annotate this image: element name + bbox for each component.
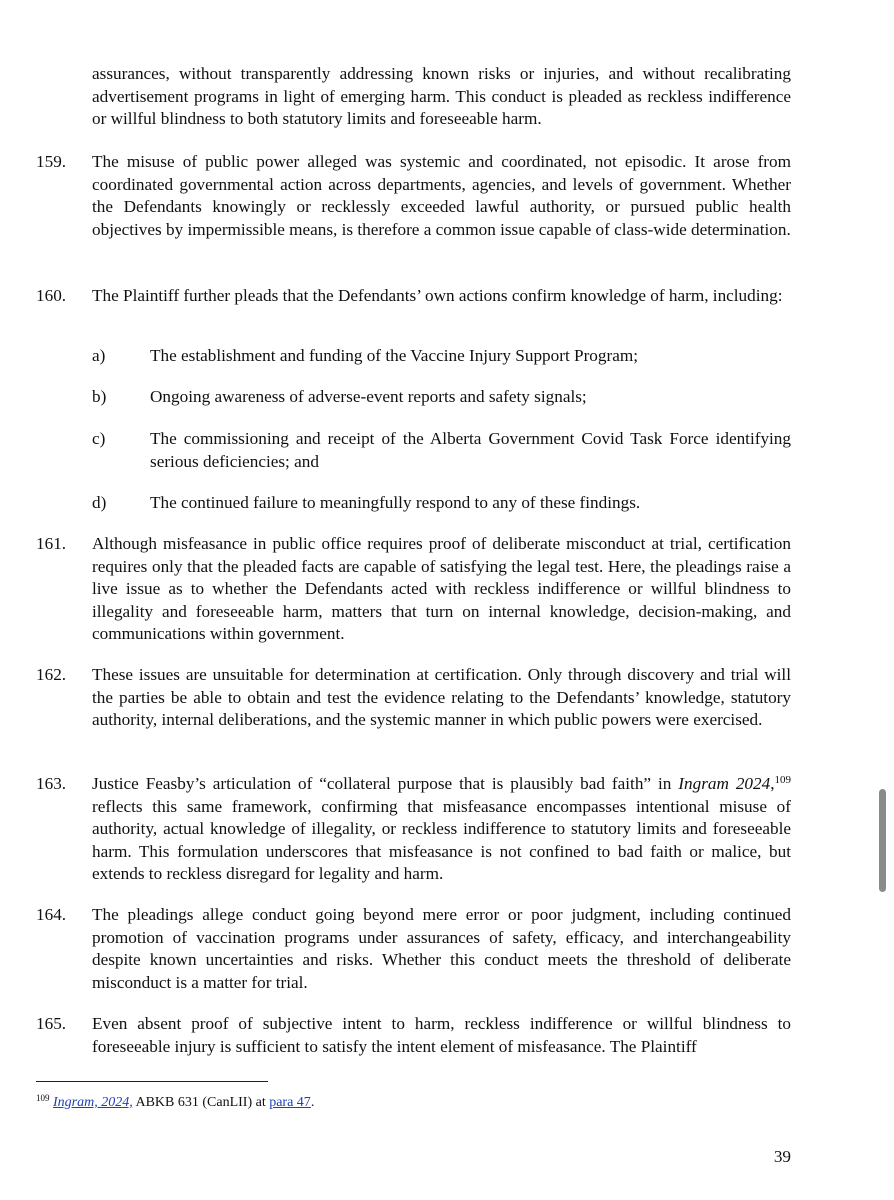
sub-item-d [92,492,791,515]
sub-item-b [92,386,791,409]
paragraph-165 [36,1013,791,1058]
sub-item-letter: a) [92,346,106,365]
footnote-reference[interactable]: 109 [774,774,792,786]
sub-item-text: The commissioning and receipt of the Alberta Government Covid Task Force identifying serious deficiencies; and [150,429,791,471]
paragraph-text: These issues are unsuitable for determination at certification. Only through discovery and trial will the parties be able to obtain and test the evidence relating to the Defendants’ knowledge, statutory authority, internal deliberations, and the systemic manner in which public powers were exercised. [92,665,791,730]
footnote-paragraph-link[interactable]: para 47 [269,1095,311,1110]
paragraph-number: 165. [36,1014,67,1033]
footnote-citation-text: ABKB 631 (CanLII) at [132,1095,270,1110]
paragraph-number: 162. [36,665,67,684]
footnote [36,1094,314,1112]
case-name-comma: , [770,774,775,793]
sub-item-text: The establishment and funding of the Vaccine Injury Support Program; [150,346,638,365]
sub-item-c [92,428,791,473]
sub-item-letter: b) [92,387,107,406]
case-name-italic: Ingram 2024 [678,774,771,793]
paragraph-number: 163. [36,774,67,793]
paragraph-text: Although misfeasance in public office requires proof of deliberate misconduct at trial, certification requires only that the pleaded facts are capable of satisfying the legal test. Here, the pleadings raise a live issue as to whether the Defendants acted with reckless indifference or willful blindness to illegality and foreseeable harm, matters that turn on internal knowledge, decision-making, and communications within government. [92,534,791,644]
paragraph-text-part1: Justice Feasby’s articulation of “collateral purpose that is plausibly bad faith” in [92,774,672,793]
footnote-number: 109 [36,1093,50,1103]
paragraph-160 [36,285,791,308]
paragraph-text: The misuse of public power alleged was systemic and coordinated, not episodic. It arose from coordinated governmental action across departments, agencies, and levels of government. Whether the Defendants knowingly or recklessly exceeded lawful authority, or pursued public health objectives by impermissible means, is therefore a common issue capable of class-wide determination. [92,152,791,239]
continued-paragraph-text: assurances, without transparently addressing known risks or injuries, and without recalibrating advertisement programs in light of emerging harm. This conduct is pleaded as reckless indifference or willful blindness to both statutory limits and foreseeable harm. [92,64,791,129]
sub-item-letter: c) [92,429,106,448]
paragraph-162 [36,664,791,732]
paragraph-text: The Plaintiff further pleads that the Defendants’ own actions confirm knowledge of harm, including: [92,286,783,305]
sub-item-text: The continued failure to meaningfully respond to any of these findings. [150,493,641,512]
paragraph-159 [36,151,791,241]
paragraph-163 [36,773,791,886]
continued-paragraph [92,63,791,131]
scrollbar-thumb[interactable] [879,789,886,892]
sub-item-text: Ongoing awareness of adverse-event reports and safety signals; [150,387,587,406]
paragraph-number: 160. [36,286,67,305]
paragraph-number: 161. [36,534,67,553]
paragraph-number: 159. [36,152,67,171]
paragraph-161 [36,533,791,646]
paragraph-number: 164. [36,905,67,924]
paragraph-text-part2: reflects this same framework, confirming that misfeasance encompasses intentional misuse of authority, actual knowledge of illegality, or reckless indifference to statutory limits and foreseeable harm. This formulation underscores that misfeasance is not confined to bad faith or malice, but extends to reckless disregard for legality and harm. [92,796,791,884]
page-number: 39 [773,1147,791,1166]
footnote-end: . [310,1095,315,1110]
sub-item-a [92,345,791,368]
sub-item-letter: d) [92,493,107,512]
paragraph-text: Even absent proof of subjective intent to harm, reckless indifference or willful blindness to foreseeable injury is sufficient to satisfy the intent element of misfeasance. The Plaintiff [92,1014,791,1056]
footnote-case-link[interactable]: Ingram, 2024, [53,1095,133,1110]
paragraph-text: The pleadings allege conduct going beyond mere error or poor judgment, including continued promotion of vaccination programs under assurances of safety, efficacy, and interchangeability despite known uncertainties and risks. Whether this conduct meets the threshold of deliberate misconduct is a matter for trial. [92,905,791,992]
paragraph-164 [36,904,791,994]
paragraph-text [92,773,791,886]
footnote-divider [36,1081,268,1082]
